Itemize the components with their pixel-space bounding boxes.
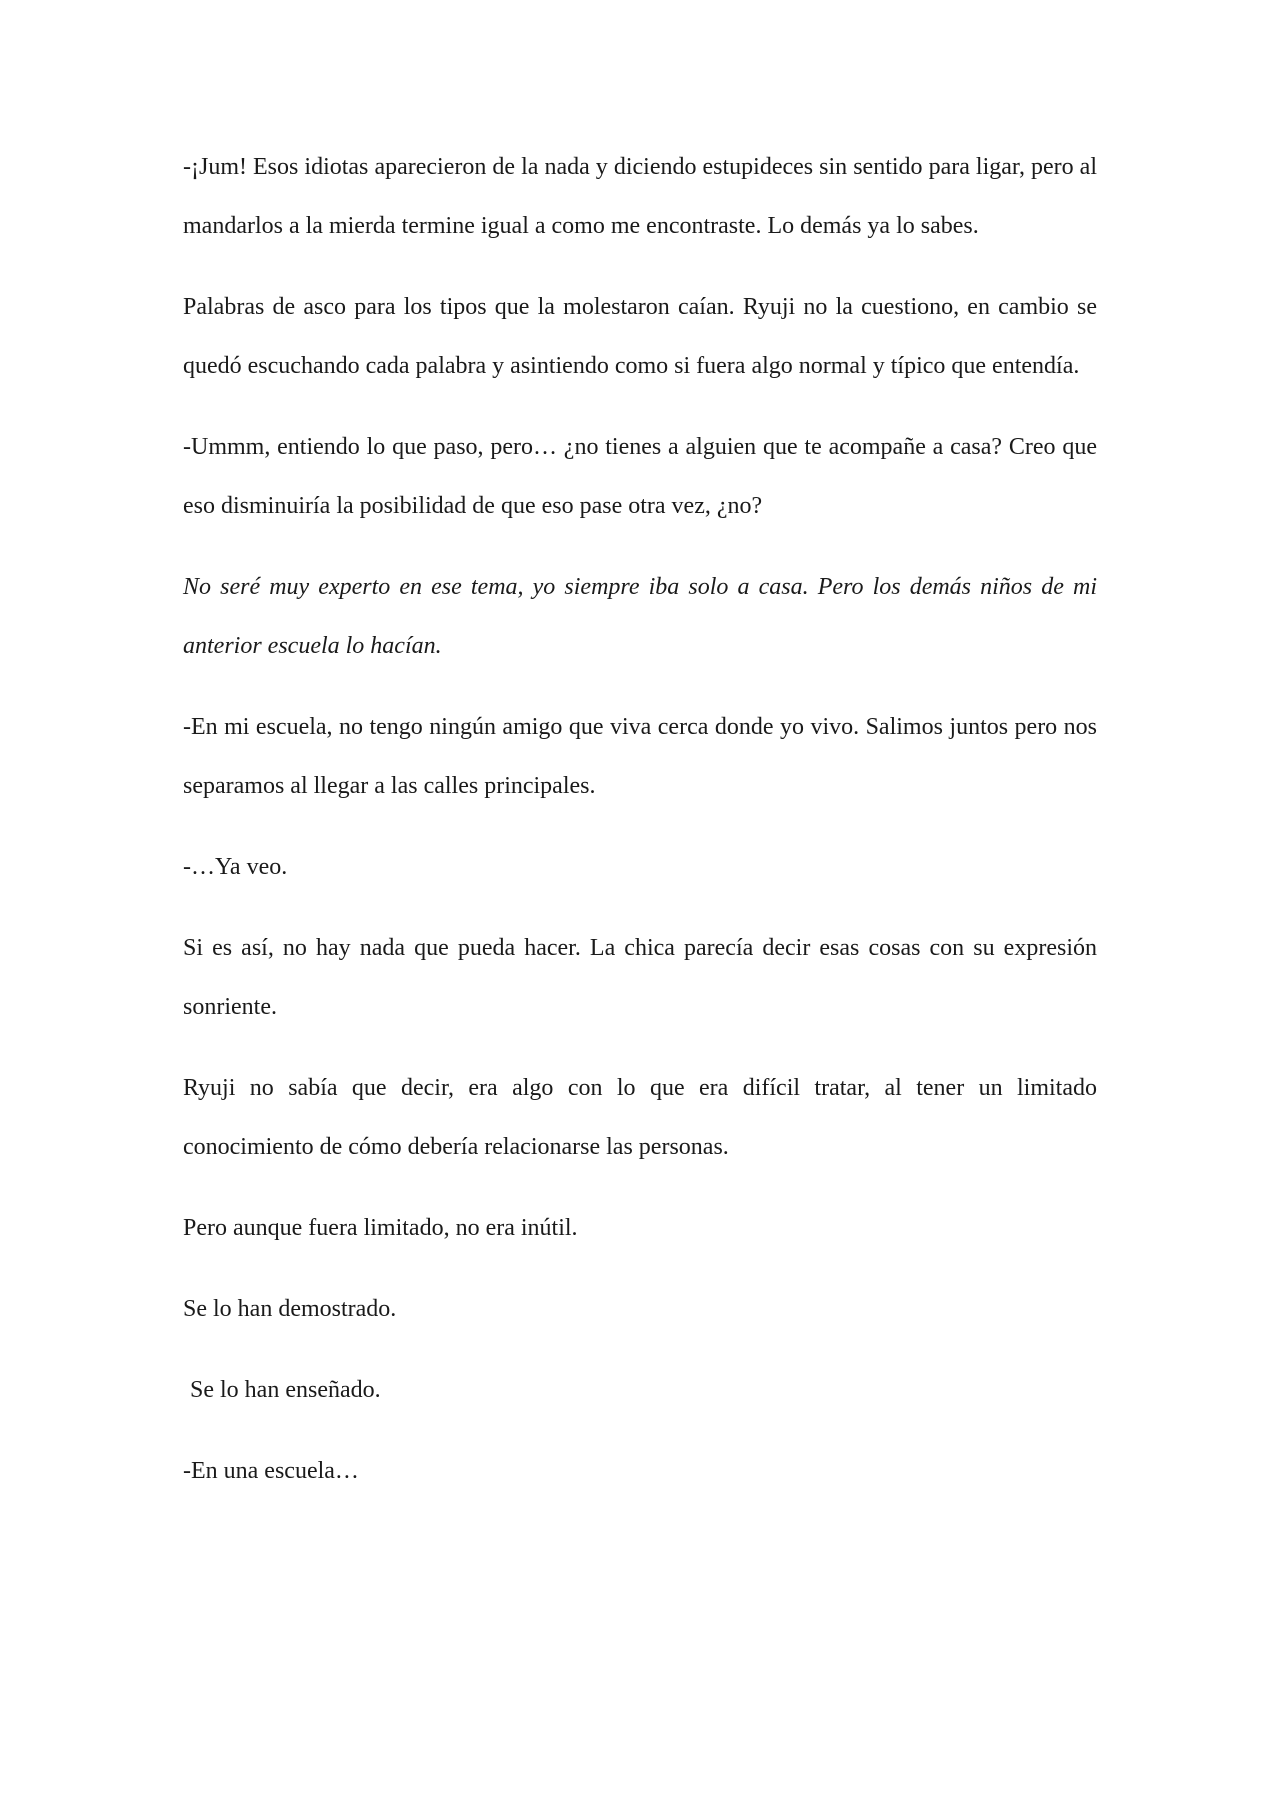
paragraph-4-italic-thought: No seré muy experto en ese tema, yo siempre iba solo a casa. Pero los demás niños de mi anterior escuela lo hacían. [183, 574, 1097, 659]
paragraph-2: Palabras de asco para los tipos que la molestaron caían. Ryuji no la cuestiono, en cambio se quedó escuchando cada palabra y asintiendo como si fuera algo normal y típico que entendía. [183, 294, 1097, 379]
paragraph-9: Pero aunque fuera limitado, no era inútil. [183, 1215, 578, 1241]
paragraph-10: Se lo han demostrado. [183, 1296, 397, 1322]
paragraph-5: -En mi escuela, no tengo ningún amigo que viva cerca donde yo vivo. Salimos juntos pero nos separamos al llegar a las calles principales. [183, 714, 1097, 799]
paragraph-6: -…Ya veo. [183, 854, 288, 880]
document-body [183, 138, 1097, 1523]
paragraph-7: Si es así, no hay nada que pueda hacer. La chica parecía decir esas cosas con su expresión sonriente. [183, 935, 1097, 1020]
paragraph-1: -¡Jum! Esos idiotas aparecieron de la nada y diciendo estupideces sin sentido para ligar, pero al mandarlos a la mierda termine igual a como me encontraste. Lo demás ya lo sabes. [183, 154, 1097, 239]
paragraph-3: -Ummm, entiendo lo que paso, pero… ¿no tienes a alguien que te acompañe a casa? Creo que eso disminuiría la posibilidad de que eso pase otra vez, ¿no? [183, 434, 1097, 519]
paragraph-11: Se lo han enseñado. [190, 1377, 381, 1403]
paragraph-12: -En una escuela… [183, 1458, 359, 1484]
paragraph-8: Ryuji no sabía que decir, era algo con lo que era difícil tratar, al tener un limitado conocimiento de cómo debería relacionarse las personas. [183, 1075, 1097, 1160]
